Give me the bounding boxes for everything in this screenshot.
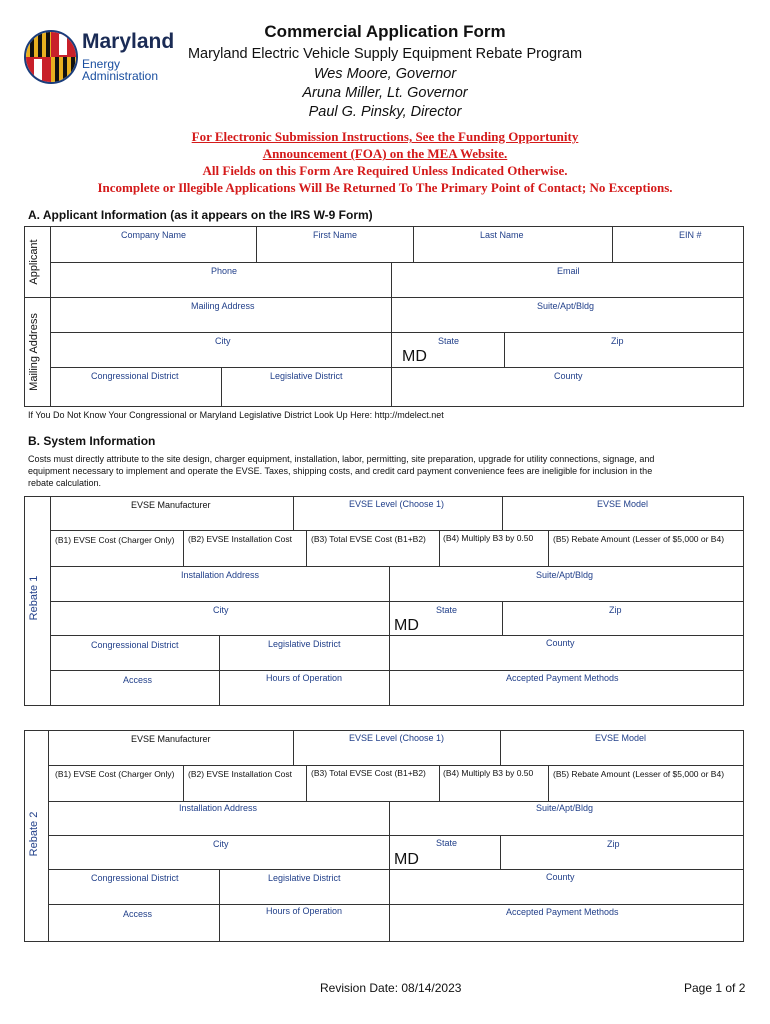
rebate-2-level-label: EVSE Level (Choose 1)	[349, 733, 445, 743]
state-label: State	[438, 336, 460, 346]
company-name-field[interactable]	[50, 226, 257, 263]
rebate-1-legislative-field[interactable]	[219, 635, 390, 671]
ein-label: EIN #	[679, 230, 702, 240]
rebate-2-state-label: State	[436, 838, 458, 848]
side-label-rebate-1: Rebate 1	[28, 575, 40, 621]
rebate-2-b2-label: (B2) EVSE Installation Cost	[188, 769, 292, 779]
mailing-address-field[interactable]	[50, 297, 392, 333]
county-label: County	[554, 371, 583, 381]
rebate-1-legislative-label: Legislative District	[268, 639, 341, 649]
rebate-2-congressional-field[interactable]	[48, 869, 220, 905]
section-a-heading: A. Applicant Information (as it appears on the IRS W-9 Form)	[28, 208, 373, 222]
first-name-label: First Name	[313, 230, 358, 240]
rebate-1-city-field[interactable]	[50, 601, 390, 636]
rebate-1-level-field[interactable]	[293, 496, 503, 531]
rebate-1-b3-field[interactable]	[306, 530, 440, 567]
rebate-1-b4-label: (B4) Multiply B3 by 0.50	[443, 533, 534, 543]
page-number: Page 1 of 2	[684, 981, 746, 995]
rebate-1-b3-label: (B3) Total EVSE Cost (B1+B2)	[311, 534, 426, 544]
rebate-1-suite-label: Suite/Apt/Bldg	[536, 570, 594, 580]
congressional-district-field[interactable]	[50, 367, 222, 407]
rebate-2-model-label: EVSE Model	[595, 733, 647, 743]
rebate-1-b5-label: (B5) Rebate Amount (Lesser of $5,000 or B4)	[553, 534, 725, 544]
rebate-2-access-field[interactable]	[48, 904, 220, 942]
form-title: Commercial Application Form	[264, 22, 506, 41]
rebate-2-zip-label: Zip	[607, 839, 620, 849]
city-label: City	[215, 336, 231, 346]
rebate-1-access-field[interactable]	[50, 670, 220, 706]
rebate-1-model-label: EVSE Model	[597, 499, 649, 509]
rebate-2-payment-field[interactable]	[389, 904, 744, 942]
rebate-2-b3-field[interactable]	[306, 765, 440, 802]
rebate-2-b1-field[interactable]	[48, 765, 184, 802]
rebate-2-city-field[interactable]	[48, 835, 390, 870]
revision-date: Revision Date: 08/14/2023	[320, 981, 462, 995]
zip-field[interactable]	[504, 332, 744, 368]
rebate-2-suite-label: Suite/Apt/Bldg	[536, 803, 594, 813]
rebate-1-state-value: MD	[394, 617, 419, 634]
rebate-2-city-label: City	[213, 839, 229, 849]
rebate-2-payment-label: Accepted Payment Methods	[506, 907, 619, 917]
email-label: Email	[557, 266, 580, 276]
mailing-address-label: Mailing Address	[191, 301, 255, 311]
rebate-1-level-label: EVSE Level (Choose 1)	[349, 499, 445, 509]
rebate-2-level-field[interactable]	[293, 730, 501, 766]
section-b-desc-line-3: rebate calculation.	[28, 478, 102, 488]
rebate-2-county-field[interactable]	[389, 869, 744, 905]
rebate-1-manufacturer-field[interactable]	[50, 496, 294, 531]
rebate-2-b2-field[interactable]	[183, 765, 307, 802]
state-field[interactable]	[391, 332, 505, 368]
rebate-2-install-address-field[interactable]	[48, 801, 390, 836]
rebate-1-b1-field[interactable]	[50, 530, 184, 567]
rebate-2-legislative-label: Legislative District	[268, 873, 341, 883]
rebate-2-manufacturer-field[interactable]	[48, 730, 294, 766]
rebate-1-b1-label: (B1) EVSE Cost (Charger Only)	[55, 535, 175, 545]
rebate-1-hours-label: Hours of Operation	[266, 673, 343, 683]
notice-line-1: For Electronic Submission Instructions, See the Funding Opportunity	[191, 129, 579, 144]
rebate-1-city-label: City	[213, 605, 229, 615]
rebate-1-payment-label: Accepted Payment Methods	[506, 673, 619, 683]
logo-text-energy: Energy	[82, 57, 121, 71]
legislative-district-label: Legislative District	[270, 371, 343, 381]
city-field[interactable]	[50, 332, 392, 368]
rebate-2-zip-field[interactable]	[500, 835, 744, 870]
rebate-1-install-address-field[interactable]	[50, 566, 390, 602]
rebate-2-b4-label: (B4) Multiply B3 by 0.50	[443, 768, 534, 778]
rebate-1-manufacturer-label: EVSE Manufacturer	[131, 500, 211, 510]
suite-label: Suite/Apt/Bldg	[537, 301, 595, 311]
director: Paul G. Pinsky, Director	[308, 104, 462, 120]
phone-label: Phone	[211, 266, 238, 276]
rebate-2-county-label: County	[546, 872, 575, 882]
program-name: Maryland Electric Vehicle Supply Equipment Rebate Program	[187, 46, 583, 62]
company-name-label: Company Name	[121, 230, 187, 240]
side-label-rebate-2: Rebate 2	[28, 811, 40, 857]
side-label-mailing-address: Mailing Address	[28, 313, 40, 391]
email-field[interactable]	[391, 262, 744, 298]
section-b-heading: B. System Information	[28, 434, 156, 448]
rebate-1-state-field[interactable]	[389, 601, 503, 636]
rebate-2-install-address-label: Installation Address	[179, 803, 258, 813]
rebate-1-payment-field[interactable]	[389, 670, 744, 706]
rebate-2-hours-label: Hours of Operation	[266, 906, 343, 916]
section-b-desc-line-1: Costs must directly attribute to the site design, charger equipment, installation, labor, permitting, site preparation, upgrade for utility connections, signage, and	[28, 454, 655, 464]
rebate-1-zip-field[interactable]	[502, 601, 744, 636]
rebate-1-congressional-label: Congressional District	[91, 640, 179, 650]
rebate-2-b1-label: (B1) EVSE Cost (Charger Only)	[55, 769, 175, 779]
rebate-2-legislative-field[interactable]	[219, 869, 390, 905]
rebate-2-access-label: Access	[123, 909, 153, 919]
rebate-2-hours-field[interactable]	[219, 904, 390, 942]
rebate-1-hours-field[interactable]	[219, 670, 390, 706]
rebate-1-model-field[interactable]	[502, 496, 744, 531]
rebate-1-access-label: Access	[123, 675, 153, 685]
notice-line-3: All Fields on this Form Are Required Unless Indicated Otherwise.	[202, 163, 568, 178]
rebate-2-b5-field[interactable]	[548, 765, 744, 802]
rebate-2-manufacturer-label: EVSE Manufacturer	[131, 734, 211, 744]
notice-line-2: Announcement (FOA) on the MEA Website.	[262, 146, 508, 161]
governor: Wes Moore, Governor	[313, 66, 457, 82]
side-label-applicant: Applicant	[28, 239, 40, 285]
rebate-1-congressional-field[interactable]	[50, 635, 220, 671]
rebate-2-b3-label: (B3) Total EVSE Cost (B1+B2)	[311, 768, 426, 778]
first-name-field[interactable]	[256, 226, 414, 263]
district-lookup-note: If You Do Not Know Your Congressional or Maryland Legislative District Look Up Here: http://mdelect.net	[28, 410, 444, 420]
notice-line-4: Incomplete or Illegible Applications Will Be Returned To The Primary Point of Contact; No Exceptions.	[97, 180, 673, 195]
rebate-2-state-value: MD	[394, 851, 419, 868]
rebate-2-b4-field[interactable]	[439, 765, 549, 802]
last-name-field[interactable]	[413, 226, 613, 263]
rebate-1-county-field[interactable]	[389, 635, 744, 671]
lt-governor: Aruna Miller, Lt. Governor	[302, 85, 468, 101]
rebate-1-b5-field[interactable]	[548, 530, 744, 567]
section-b-desc-line-2: equipment necessary to implement and operate the EVSE. Taxes, shipping costs, and credit card payment convenience fees are ineligible for inclusion in the	[28, 466, 653, 476]
rebate-2-state-field[interactable]	[389, 835, 501, 870]
rebate-1-state-label: State	[436, 605, 458, 615]
logo-text-maryland: Maryland	[82, 30, 175, 53]
logo-text-administration: Administration	[82, 69, 159, 83]
rebate-2-b5-label: (B5) Rebate Amount (Lesser of $5,000 or B4)	[553, 769, 725, 779]
last-name-label: Last Name	[480, 230, 524, 240]
rebate-1-suite-field[interactable]	[389, 566, 744, 602]
rebate-2-suite-field[interactable]	[389, 801, 744, 836]
rebate-1-install-address-label: Installation Address	[181, 570, 260, 580]
county-field[interactable]	[391, 367, 744, 407]
ein-field[interactable]	[612, 226, 744, 263]
phone-field[interactable]	[50, 262, 392, 298]
rebate-1-b2-field[interactable]	[183, 530, 307, 567]
congressional-district-label: Congressional District	[91, 371, 179, 381]
rebate-1-zip-label: Zip	[609, 605, 622, 615]
suite-field[interactable]	[391, 297, 744, 333]
rebate-1-b2-label: (B2) EVSE Installation Cost	[188, 534, 292, 544]
rebate-2-congressional-label: Congressional District	[91, 873, 179, 883]
rebate-1-county-label: County	[546, 638, 575, 648]
state-value: MD	[402, 348, 427, 365]
legislative-district-field[interactable]	[221, 367, 392, 407]
rebate-2-model-field[interactable]	[500, 730, 744, 766]
rebate-1-b4-field[interactable]	[439, 530, 549, 567]
zip-label: Zip	[611, 336, 624, 346]
